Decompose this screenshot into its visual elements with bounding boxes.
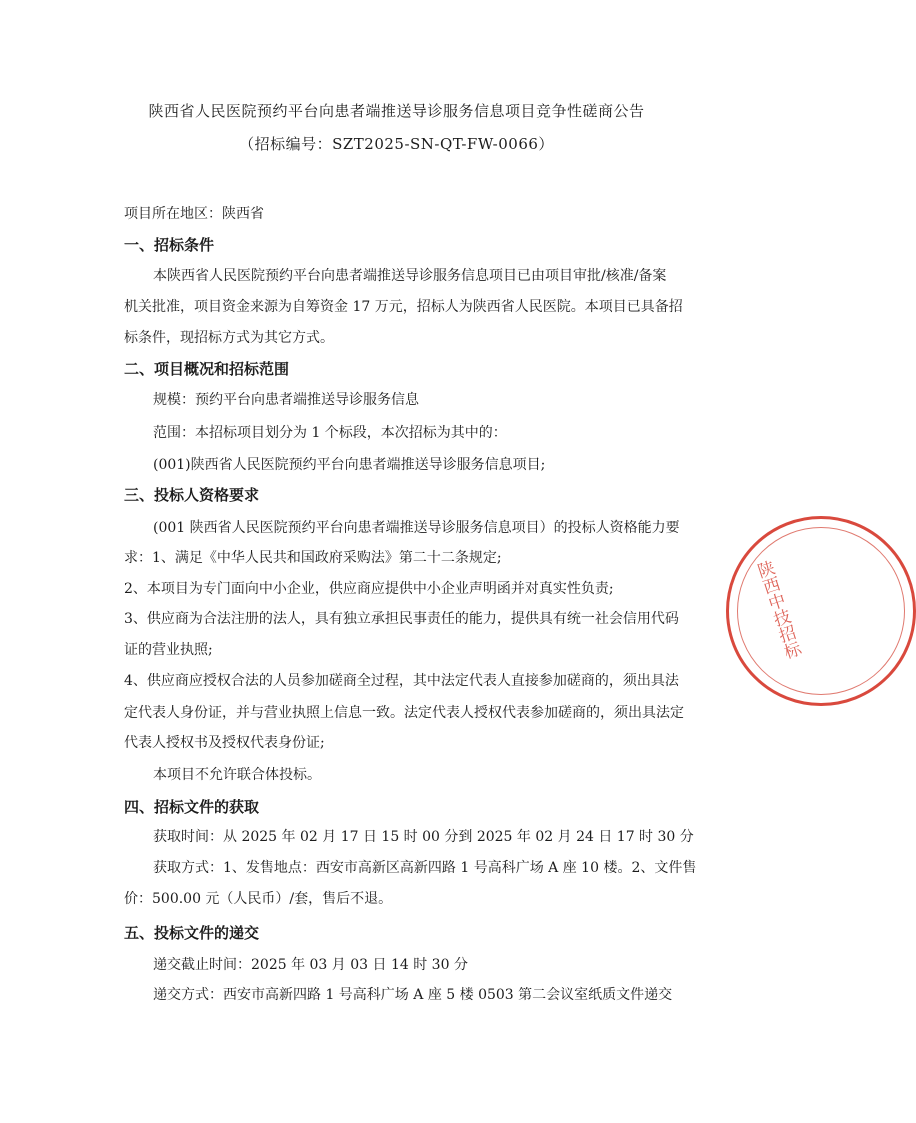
red-seal-stamp bbox=[726, 516, 916, 706]
seal-text: 陕西中技招标 bbox=[751, 558, 803, 662]
paragraph-line: 本陕西省人民医院预约平台向患者端推送导诊服务信息项目已由项目审批/核准/备案 bbox=[153, 268, 667, 284]
paragraph-line: 代表人授权书及授权代表身份证; bbox=[124, 735, 325, 751]
paragraph-line: 4、供应商应授权合法的人员参加磋商全过程，其中法定代表人直接参加磋商的，须出具法 bbox=[124, 673, 679, 689]
paragraph-line: 机关批准，项目资金来源为自筹资金 17 万元，招标人为陕西省人民医院。本项目已具备招 bbox=[124, 299, 683, 315]
seal-inner-ring bbox=[737, 527, 905, 695]
tender-number: （招标编号：SZT2025-SN-QT-FW-0066） bbox=[239, 135, 554, 153]
paragraph-line: 获取时间：从 2025 年 02 月 17 日 15 时 00 分到 2025 年 02 月 24 日 17 时 30 分 bbox=[153, 829, 694, 845]
section-heading: 一、招标条件 bbox=[124, 236, 215, 254]
paragraph-line: 获取方式：1、发售地点：西安市高新区高新四路 1 号高科广场 A 座 10 楼。2、文件售 bbox=[153, 860, 697, 876]
paragraph-line: 递交方式：西安市高新四路 1 号高科广场 A 座 5 楼 0503 第二会议室纸质文件递交 bbox=[153, 987, 673, 1003]
section-heading: 三、投标人资格要求 bbox=[124, 486, 260, 504]
paragraph-line: 定代表人身份证，并与营业执照上信息一致。法定代表人授权代表参加磋商的，须出具法定 bbox=[124, 705, 684, 721]
paragraph-line: 2、本项目为专门面向中小企业，供应商应提供中小企业声明函并对真实性负责; bbox=[124, 581, 614, 597]
paragraph-line: (001 陕西省人民医院预约平台向患者端推送导诊服务信息项目）的投标人资格能力要 bbox=[153, 520, 680, 536]
paragraph-line: 递交截止时间：2025 年 03 月 03 日 14 时 30 分 bbox=[153, 957, 468, 973]
section-heading: 五、投标文件的递交 bbox=[124, 924, 260, 942]
paragraph-line: 本项目不允许联合体投标。 bbox=[153, 767, 321, 783]
paragraph-line: 规模：预约平台向患者端推送导诊服务信息 bbox=[153, 392, 419, 408]
section-heading: 二、项目概况和招标范围 bbox=[124, 360, 290, 378]
paragraph-line: 范围：本招标项目划分为 1 个标段，本次招标为其中的： bbox=[153, 425, 507, 441]
paragraph-line: 价：500.00 元（人民币）/套，售后不退。 bbox=[124, 891, 393, 907]
project-region: 项目所在地区：陕西省 bbox=[124, 206, 264, 222]
section-heading: 四、招标文件的获取 bbox=[124, 798, 260, 816]
paragraph-line: (001)陕西省人民医院预约平台向患者端推送导诊服务信息项目; bbox=[153, 457, 546, 473]
document-title: 陕西省人民医院预约平台向患者端推送导诊服务信息项目竞争性磋商公告 bbox=[148, 102, 645, 120]
paragraph-line: 证的营业执照; bbox=[124, 642, 213, 658]
paragraph-line: 标条件，现招标方式为其它方式。 bbox=[124, 330, 334, 346]
paragraph-line: 3、供应商为合法注册的法人，具有独立承担民事责任的能力，提供具有统一社会信用代码 bbox=[124, 611, 679, 627]
paragraph-line: 求：1、满足《中华人民共和国政府采购法》第二十二条规定; bbox=[124, 550, 502, 566]
